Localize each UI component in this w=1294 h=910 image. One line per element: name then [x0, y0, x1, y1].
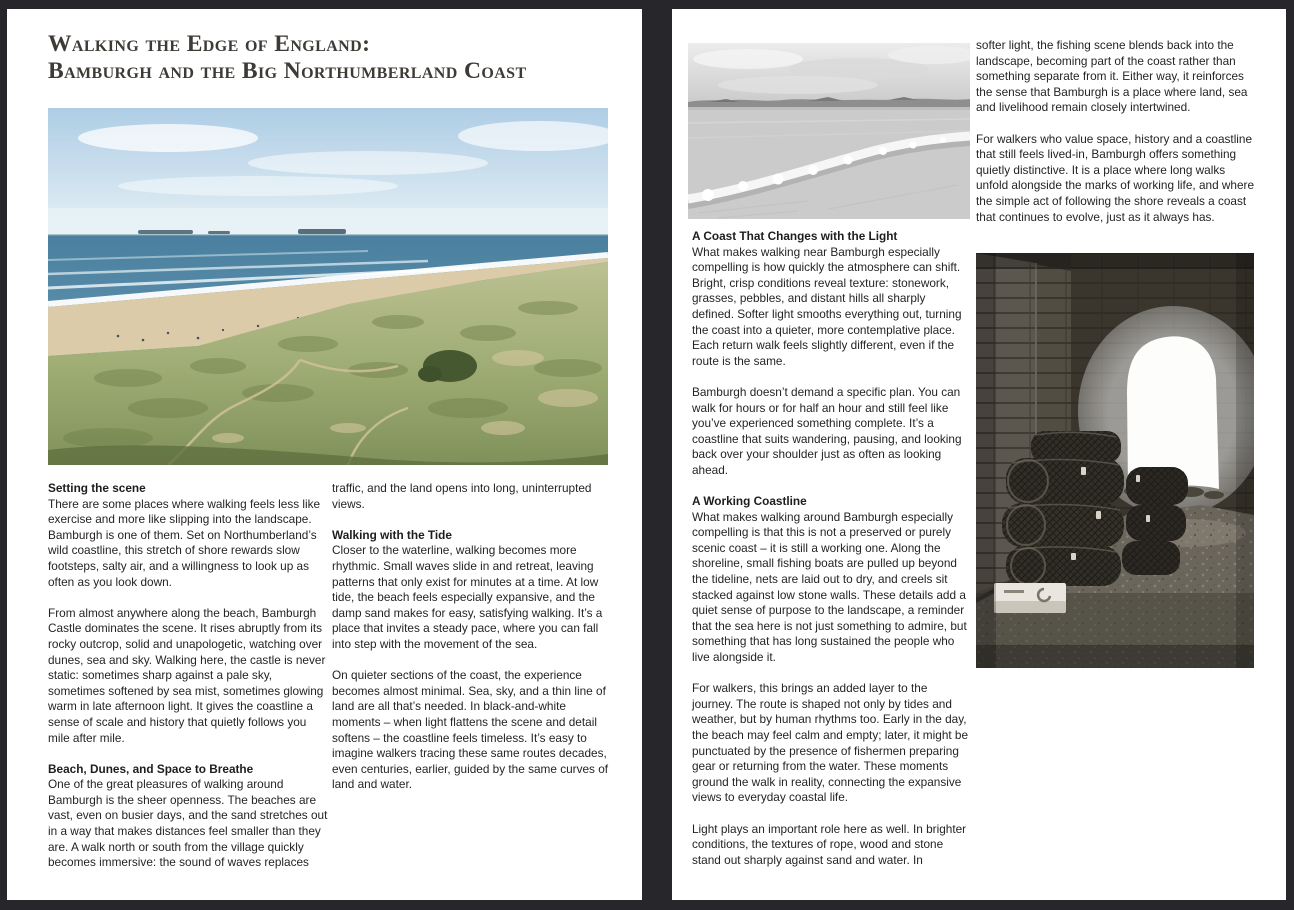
- section-heading-working-coastline: A Working Coastline: [692, 494, 807, 509]
- title-line-1: Walking the Edge of England:: [48, 31, 371, 57]
- paragraph: What makes walking near Bamburgh especially compelling is how quickly the atmosphere can shift. Bright, crisp conditions reveal texture: stonework, grasses, pebbles, and distant hills all sharply defined. Softer light smooths everything out, turning the coast into a quieter, more contemplative place. Each return walk feels slightly different, even if the route is the same.: [692, 244, 962, 368]
- paragraph: There are some places where walking feels less like exercise and more like slipping into the landscape. Bamburgh is one of them. Set on Northumberland’s wild coastline, this stretch of shore rewards slow footsteps, salty air, and a willingness to look up as often as you look down.: [48, 496, 321, 589]
- paragraph: Light plays an important role here as well. In brighter conditions, the textures of rope, wood and stone stand out sharply against sand and water. In: [692, 821, 967, 867]
- section-heading-walking-with-the-tide: Walking with the Tide: [332, 527, 452, 542]
- photo-dunes-coast: [48, 108, 608, 465]
- paragraph: Closer to the waterline, walking becomes more rhythmic. Small waves slide in and retreat, leaving patterns that only exist for minutes at a time. At low tide, the beach feels especially expansive, and the damp sand makes for easy, satisfying walking. It’s a place that invites a steady pace, where you can fall into step with the movement of the sea.: [332, 543, 603, 651]
- page1-column-2: [332, 481, 616, 808]
- page2-column-2: [976, 38, 1257, 241]
- page2-column-1: [692, 229, 970, 884]
- paragraph: Bamburgh doesn’t demand a specific plan. You can walk for hours or for half an hour and still feel like you’ve experienced something complete. It’s a coastline that suits wandering, pausing, and looking back over your shoulder just as often as looking ahead.: [692, 384, 962, 477]
- paragraph: From almost anywhere along the beach, Bamburgh Castle dominates the scene. It rises abruptly from its rocky outcrop, solid and unapologetic, watching over dunes, sea and sky. Walking here, the castle is never static: sometimes sharp against a pale sky, sometimes softened by sea mist, sometimes glowing warm in late afternoon light. It gives the coastline a sense of scale and history that quietly follows you mile after mile.: [48, 605, 326, 745]
- photo-creels-archway: [976, 253, 1254, 668]
- title-line-2: Bamburgh and the Big Northumberland Coast: [48, 58, 527, 84]
- paragraph: One of the great pleasures of walking around Bamburgh is the sheer openness. The beaches are vast, even on busier days, and the sand stretches out in a way that makes distances feel smaller than they are. A walk north or south from the village quickly becomes immersive: the sound of waves replaces: [48, 777, 328, 870]
- section-heading-setting-the-scene: Setting the scene: [48, 481, 146, 495]
- photo-breaking-wave-art: [688, 43, 970, 219]
- page-left: [7, 9, 642, 900]
- paragraph: For walkers who value space, history and a coastline that still feels lived-in, Bamburgh offers something quietly distinctive. It is a place where long walks unfold alongside the marks of working life, and where the simple act of following the shore reveals a coast that continues to evolve, just as it always has.: [976, 131, 1255, 224]
- section-heading-beach-dunes: Beach, Dunes, and Space to Breathe: [48, 761, 254, 776]
- page1-column-1: [48, 481, 328, 886]
- photo-breaking-wave: [688, 43, 970, 219]
- section-heading-coast-changes-light: A Coast That Changes with the Light: [692, 229, 898, 243]
- page-right: [672, 9, 1286, 900]
- paragraph: For walkers, this brings an added layer to the journey. The route is shaped not only by tides and weather, but by human rhythms too. Early in the day, the beach may feel calm and empty; later, it might be punctuated by the presence of fishermen preparing gear or returning from the water. These moments ground the walk in reality, connecting the expansive views to everyday coastal life.: [692, 681, 969, 805]
- paragraph: What makes walking around Bamburgh especially compelling is that this is not a preserved or purely scenic coast – it is still a working one. Along the shoreline, small fishing boats are pulled up beyond the tideline, nets are laid out to dry, and creels sit stacked against low stone walls. These details add a quiet sense of purpose to the landscape, a reminder that the sea here is not just something to admire, but something that has long sustained the people who live alongside it.: [692, 509, 967, 665]
- photo-creels-archway-art: [976, 253, 1254, 668]
- photo-dunes-coast-art: [48, 108, 608, 465]
- article-title: [48, 31, 527, 85]
- paragraph: On quieter sections of the coast, the experience becomes almost minimal. Sea, sky, and a thin line of land are all that’s needed. In black-and-white moments – when light flattens the scene and detail softens – the coastline feels timeless. It’s easy to imagine walkers tracing these same routes decades, even centuries, earlier, guided by the same curves of land and water.: [332, 668, 609, 792]
- paragraph-continuation: traffic, and the land opens into long, uninterrupted views.: [332, 481, 592, 511]
- paragraph-continuation: softer light, the fishing scene blends back into the landscape, becoming part of the coast rather than something separate from it. Either way, it reinforces the sense that Bamburgh is a place where land, sea and livelihood remain closely intertwined.: [976, 38, 1248, 115]
